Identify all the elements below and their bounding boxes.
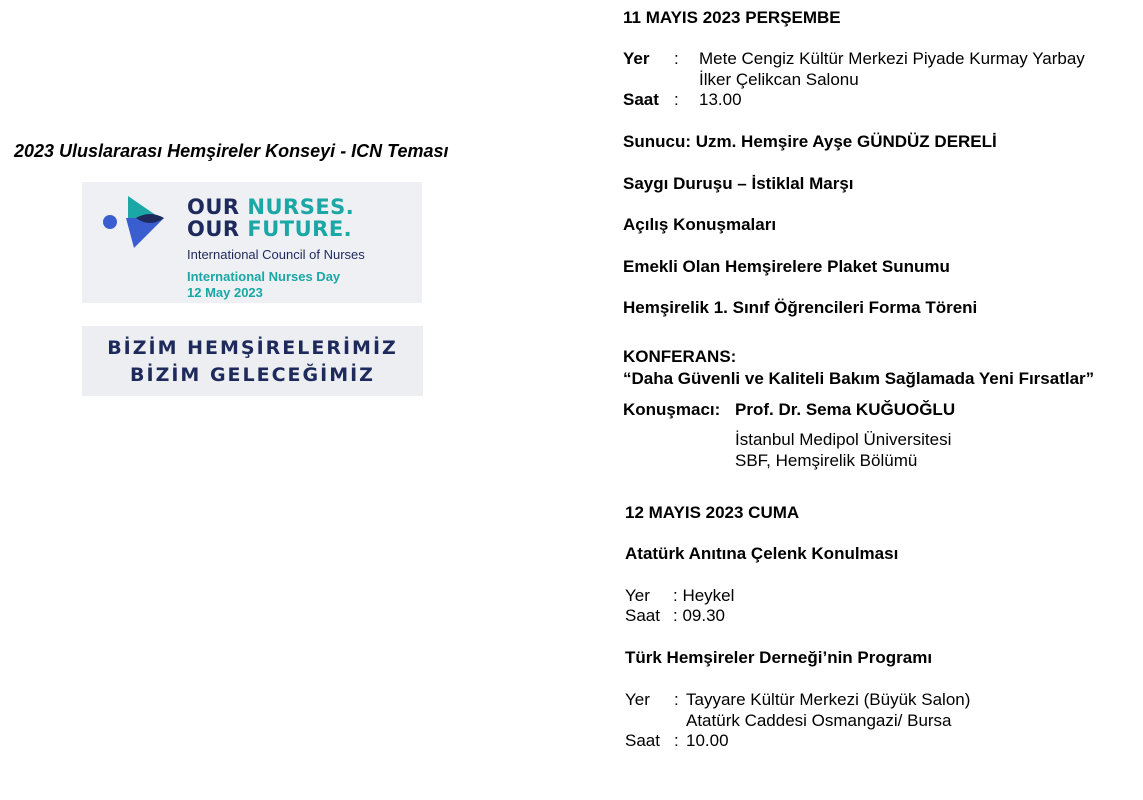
day1-saat-colon: :: [674, 90, 679, 109]
day1-yer-label: Yer: [623, 49, 650, 68]
day2-e1-saat-value: : 09.30: [673, 606, 725, 625]
day2-date-heading: 12 MAYIS 2023 CUMA: [625, 503, 800, 522]
day1-konferans-title: “Daha Güvenli ve Kaliteli Bakım Sağlamada Yeni Fırsatlar”: [623, 369, 1095, 388]
logo-slogan-line2: OUR FUTURE.: [187, 217, 353, 241]
day1-yer-line1: Mete Cengiz Kültür Merkezi Piyade Kurmay Yarbay: [699, 49, 1085, 68]
day1-speaker-affiliation1: İstanbul Medipol Üniversitesi: [735, 430, 952, 449]
day2-e2-yer-colon: :: [674, 690, 679, 709]
day2-e1-yer-label: Yer: [625, 586, 650, 605]
day2-e2-saat-label: Saat: [625, 731, 660, 750]
day1-speaker-affiliation2: SBF, Hemşirelik Bölümü: [735, 451, 918, 470]
day1-speaker-name: Prof. Dr. Sema KUĞUOĞLU: [735, 400, 956, 419]
day2-event2-title: Türk Hemşireler Derneği’nin Programı: [625, 648, 933, 667]
day1-item-plaket: Emekli Olan Hemşirelere Plaket Sunumu: [623, 257, 950, 276]
icn-theme-title: 2023 Uluslararası Hemşireler Konseyi - ICN Teması: [14, 141, 449, 161]
logo-slogan-line1: OUR NURSES.: [187, 195, 355, 219]
day2-e1-saat-label: Saat: [625, 606, 660, 625]
day1-item-acilis: Açılış Konuşmaları: [623, 215, 777, 234]
day2-e2-yer-line1: Tayyare Kültür Merkezi (Büyük Salon): [686, 690, 971, 709]
day1-date-heading: 11 MAYIS 2023 PERŞEMBE: [623, 8, 841, 27]
day1-saat-label: Saat: [623, 90, 659, 109]
day2-e2-yer-line2: Atatürk Caddesi Osmangazi/ Bursa: [686, 711, 952, 730]
day1-yer-line2: İlker Çelikcan Salonu: [699, 70, 859, 89]
logo-org-name: International Council of Nurses: [187, 247, 365, 262]
icn-logo-image: [82, 182, 422, 303]
day1-sunucu: Sunucu: Uzm. Hemşire Ayşe GÜNDÜZ DERELİ: [623, 132, 997, 151]
day2-event1-title: Atatürk Anıtına Çelenk Konulması: [625, 544, 899, 563]
day1-konferans-label: KONFERANS:: [623, 347, 737, 366]
logo-date: 12 May 2023: [187, 285, 263, 300]
day1-speaker-label: Konuşmacı:: [623, 400, 721, 419]
day1-item-saygi-durusu: Saygı Duruşu – İstiklal Marşı: [623, 174, 854, 193]
day2-e1-yer-value: : Heykel: [673, 586, 735, 605]
icn-logo-mark-icon: [102, 188, 176, 254]
day2-e2-saat-value: 10.00: [686, 731, 729, 750]
banner-line2: BİZİM GELECEĞİMİZ: [130, 364, 375, 386]
day1-item-forma: Hemşirelik 1. Sınıf Öğrencileri Forma Töreni: [623, 298, 978, 317]
day1-saat-value: 13.00: [699, 90, 742, 109]
day1-yer-colon: :: [674, 49, 679, 68]
day2-e2-yer-label: Yer: [625, 690, 650, 709]
logo-day-name: International Nurses Day: [187, 269, 341, 284]
banner-line1: BİZİM HEMŞİRELERİMİZ: [107, 337, 398, 359]
day2-e2-saat-colon: :: [674, 731, 679, 750]
slogan-banner-image: [82, 326, 423, 396]
